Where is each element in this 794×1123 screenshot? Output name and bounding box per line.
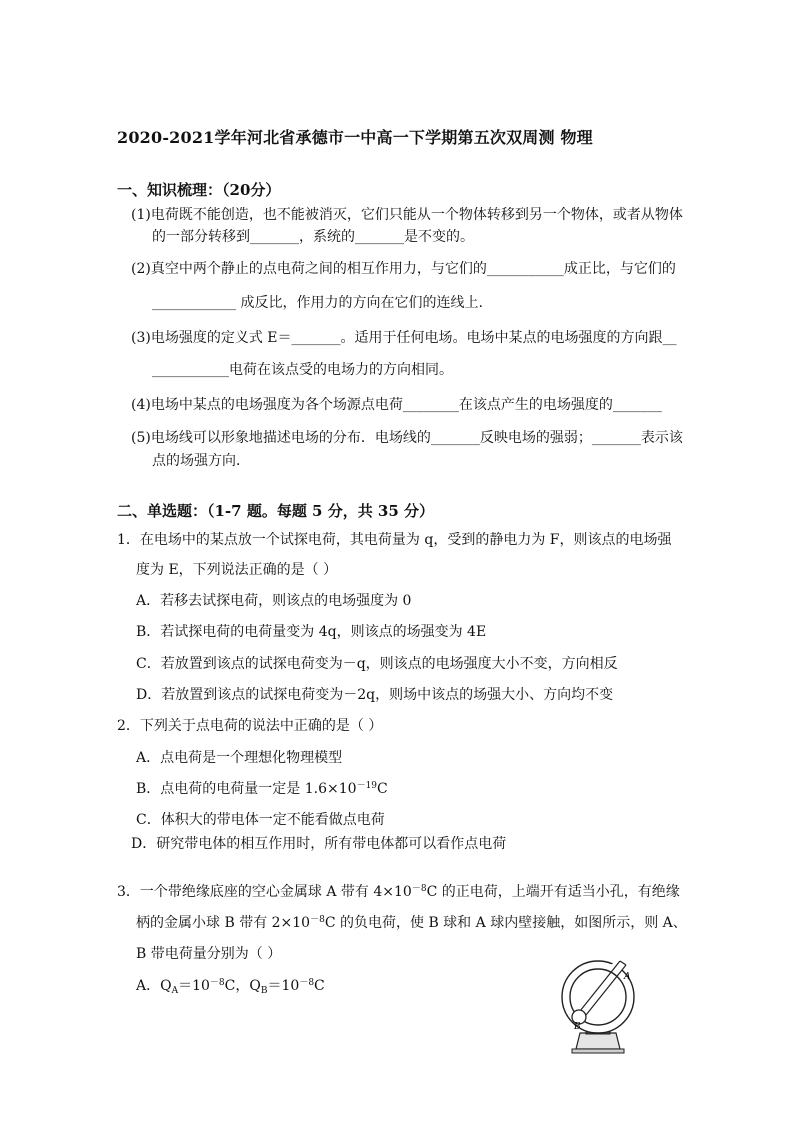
section1-heading: 一、知识梳理：（20分） xyxy=(117,181,281,199)
q3-l2-rest: C 的负电荷，使 B 球和 A 球内壁接触，如图所示，则 A、 xyxy=(324,915,687,931)
q3-l1-rest: C 的正电荷，上端开有适当小孔，有绝缘 xyxy=(426,884,680,900)
s1-line-5: (3)电场强度的定义式 E＝_______。适用于任何电场。电场中某点的电场强度的方向跟__ xyxy=(131,330,677,346)
metal-sphere-figure xyxy=(552,953,648,1057)
q2-stem: 2．下列关于点电荷的说法中正确的是（ ） xyxy=(117,718,383,734)
q3-a-eq1: ＝10 xyxy=(178,978,210,994)
q3-stem-2 xyxy=(136,914,687,932)
q1-option-b: B．若试探电荷的电荷量变为 4q，则该点的场强变为 4E xyxy=(136,624,487,640)
q3-stem-3: B 带电荷量分别为（ ） xyxy=(136,946,282,962)
q2-option-a: A．点电荷是一个理想化物理模型 xyxy=(136,750,343,766)
q1-stem-2: 度为 E，下列说法正确的是（ ） xyxy=(136,562,338,578)
q2-b-exponent: －19 xyxy=(356,781,378,791)
q3-a-exp1: －8 xyxy=(209,978,225,988)
q3-a-sub-a: A xyxy=(171,986,179,996)
s1-line-9: 点的场强方向． xyxy=(152,453,250,469)
s1-line-6: ___________电荷在该点受的电场力的方向相同。 xyxy=(152,362,453,378)
q3-a-sub-b: B xyxy=(260,986,268,996)
q3-a-q: A．Q xyxy=(136,978,172,994)
q3-a-unit: C xyxy=(314,978,325,994)
q2-option-c: C．体积大的带电体一定不能看做点电荷 xyxy=(136,812,385,828)
q2-b-unit: C xyxy=(377,781,388,797)
s1-line-1: (1)电荷既不能创造，也不能被消灭，它们只能从一个物体转移到另一个物体，或者从物体 xyxy=(131,207,683,223)
q1-stem-1: 1．在电场中的某点放一个试探电荷，其电荷量为 q，受到的静电力为 F，则该点的电场强 xyxy=(117,532,672,548)
q3-l2-exponent: －8 xyxy=(310,915,325,925)
q3-l1-exponent: －8 xyxy=(411,884,427,894)
page-title: 2020-2021学年河北省承德市一中高一下学期第五次双周测 物理 xyxy=(117,128,593,147)
q2-option-d: D．研究带电体的相互作用时，所有带电体都可以看作点电荷 xyxy=(131,836,507,852)
q3-option-a xyxy=(136,977,325,995)
q1-option-d: D．若放置到该点的试探电荷变为－2q，则场中该点的场强大小、方向均不变 xyxy=(136,687,614,703)
figure-label-b: B xyxy=(574,1022,581,1032)
q1-option-a: A．若移去试探电荷，则该点的电场强度为 0 xyxy=(136,593,412,609)
q3-a-mid: C，Q xyxy=(224,978,261,994)
q3-l2-text: 柄的金属小球 B 带有 2×10 xyxy=(136,915,311,931)
s1-line-3: (2)真空中两个静止的点电荷之间的相互作用力，与它们的___________成正比，与它们的 xyxy=(131,261,676,277)
q2-b-text: B．点电荷的电荷量一定是 1.6×10 xyxy=(136,781,357,797)
s1-line-7: (4)电场中某点的电场强度为各个场源点电荷________在该点产生的电场强度的_______ xyxy=(131,397,662,413)
s1-line-4: ____________ 成反比，作用力的方向在它们的连线上. xyxy=(152,295,483,311)
q3-stem-1 xyxy=(117,883,680,901)
q3-l1-text: 3．一个带绝缘底座的空心金属球 A 带有 4×10 xyxy=(117,884,412,900)
s1-line-2: 的一部分转移到_______，系统的_______是不变的。 xyxy=(152,229,474,245)
section2-heading: 二、单选题：（1-7 题。每题 5 分，共 35 分） xyxy=(117,502,435,520)
q1-option-c: C．若放置到该点的试探电荷变为－q，则该点的电场强度大小不变，方向相反 xyxy=(136,656,618,672)
q3-a-exp2: －8 xyxy=(299,978,315,988)
q3-a-eq2: ＝10 xyxy=(267,978,300,994)
figure-label-a: A xyxy=(624,972,631,982)
s1-line-8: (5)电场线可以形象地描述电场的分布．电场线的_______反映电场的强弱；_______表示该 xyxy=(131,430,683,446)
sphere-diagram xyxy=(552,953,648,1057)
q2-option-b xyxy=(136,780,388,798)
